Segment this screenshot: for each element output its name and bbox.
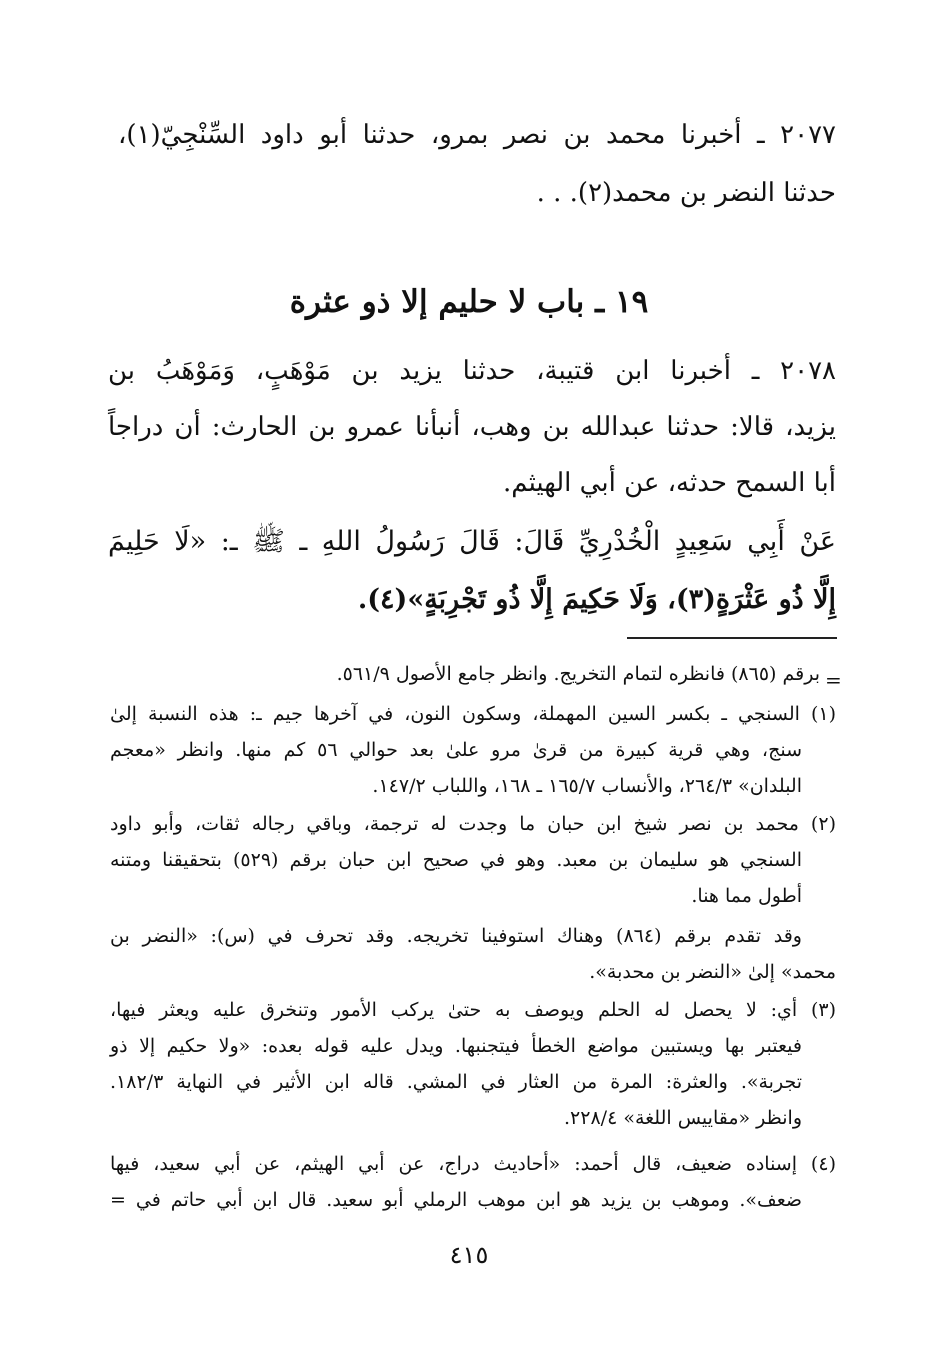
footnote-2-line-3: أطول مما هنا. bbox=[691, 885, 802, 907]
hadith-2078-line-1: ٢٠٧٨ ـ أخبرنا ابن قتيبة، حدثنا يزيد بن مَوْهَبٍ، وَمَوْهَبُ بن bbox=[108, 356, 836, 386]
hadith-2077-line-1: ٢٠٧٧ ـ أخبرنا محمد بن نصر بمرو، حدثنا أبو داود السِّنْجِيّ(١)، bbox=[118, 120, 836, 150]
footnote-continuation: برقم (٨٦٥) فانظره لتمام التخريج. وانظر جامع الأصول ٥٦١/٩. bbox=[336, 663, 820, 685]
footnote-2-line-2: السنجي هو سليمان بن معبد. وهو في صحيح ابن حبان برقم (٥٢٩) بتحقيقنا ومتنه bbox=[110, 849, 803, 871]
footnote-1-line-2: سنج، وهي قرية كبيرة من قرىٰ مرو علىٰ بعد حوالي ٥٦ كم منها. وانظر «معجم bbox=[110, 739, 802, 761]
continuation-mark: = bbox=[825, 668, 842, 692]
footnote-2-line-1: (٢) محمد بن نصر شيخ ابن حبان ما وجدت له ترجمة، وباقي رجاله ثقات، وأبو داود bbox=[110, 813, 836, 835]
footnote-4-line-1: (٤) إسناده ضعيف، قال أحمد: «أحاديث دراج، عن أبي الهيثم، عن أبي سعيد، فيها bbox=[110, 1153, 836, 1175]
footnote-4-line-2: ضعف». وموهب بن يزيد هو ابن موهب الرملي أبو سعيد. قال ابن أبي حاتم في = bbox=[110, 1189, 802, 1211]
footnote-1-line-3: البلدان» ٢٦٤/٣، والأنساب ١٦٥/٧ ـ ١٦٨، واللباب ١٤٧/٢. bbox=[372, 775, 802, 797]
footnote-3-line-3: تجربة». والعثرة: المرة من العثار في المشي. قاله ابن الأثير في النهاية ١٨٢/٣. bbox=[110, 1071, 802, 1093]
hadith-2077-line-2: حدثنا النضر بن محمد(٢). . . bbox=[536, 178, 836, 208]
footnote-3-line-2: فيعتبر بها ويستبين مواضع الخطأ فيتجنبها. ويدل عليه قوله بعده: «ولا حكيم إلا ذو bbox=[110, 1035, 802, 1057]
footnote-3-line-4: وانظر «مقاييس اللغة» ٢٢٨/٤. bbox=[564, 1107, 802, 1129]
footnote-1-line-1: (١) السنجي ـ بكسر السين المهملة، وسكون النون، في آخرها جيم ـ: هذه النسبة إلىٰ bbox=[110, 703, 836, 725]
chapter-heading: ١٩ ـ باب لا حليم إلا ذو عثرة bbox=[289, 284, 649, 320]
footnote-2b-line-2: محمد» إلىٰ «النضر بن محدبة». bbox=[589, 961, 836, 983]
footnote-separator bbox=[627, 637, 837, 639]
page-number: ٤١٥ bbox=[449, 1241, 489, 1269]
hadith-2078-line-2: يزيد، قالا: حدثنا عبدالله بن وهب، أنبأنا عمرو بن الحارث: أن دراجاً bbox=[108, 412, 836, 442]
hadith-2078-line-3: أبا السمح حدثه، عن أبي الهيثم. bbox=[503, 468, 836, 498]
footnote-3-line-1: (٣) أي: لا يحصل له الحلم ويوصف به حتىٰ يركب الأمور وتنخرق عليه ويعثر فيها، bbox=[110, 999, 836, 1021]
hadith-text-line-2: إِلَّا ذُو عَثْرَةٍ(٣)، وَلَا حَكِيمَ إِلَّا ذُو تَجْرِبَةٍ»(٤). bbox=[357, 584, 836, 615]
footnote-2b-line-1: وقد تقدم برقم (٨٦٤) وهناك استوفينا تخريجه. وقد تحرف في (س): «النضر بن bbox=[110, 925, 802, 947]
hadith-text-line-1: عَنْ أَبِي سَعِيدٍ الْخُدْرِيِّ قَالَ: قَالَ رَسُولُ اللهِ ـ ﷺ ـ: «لَا حَلِيمَ bbox=[108, 526, 836, 557]
